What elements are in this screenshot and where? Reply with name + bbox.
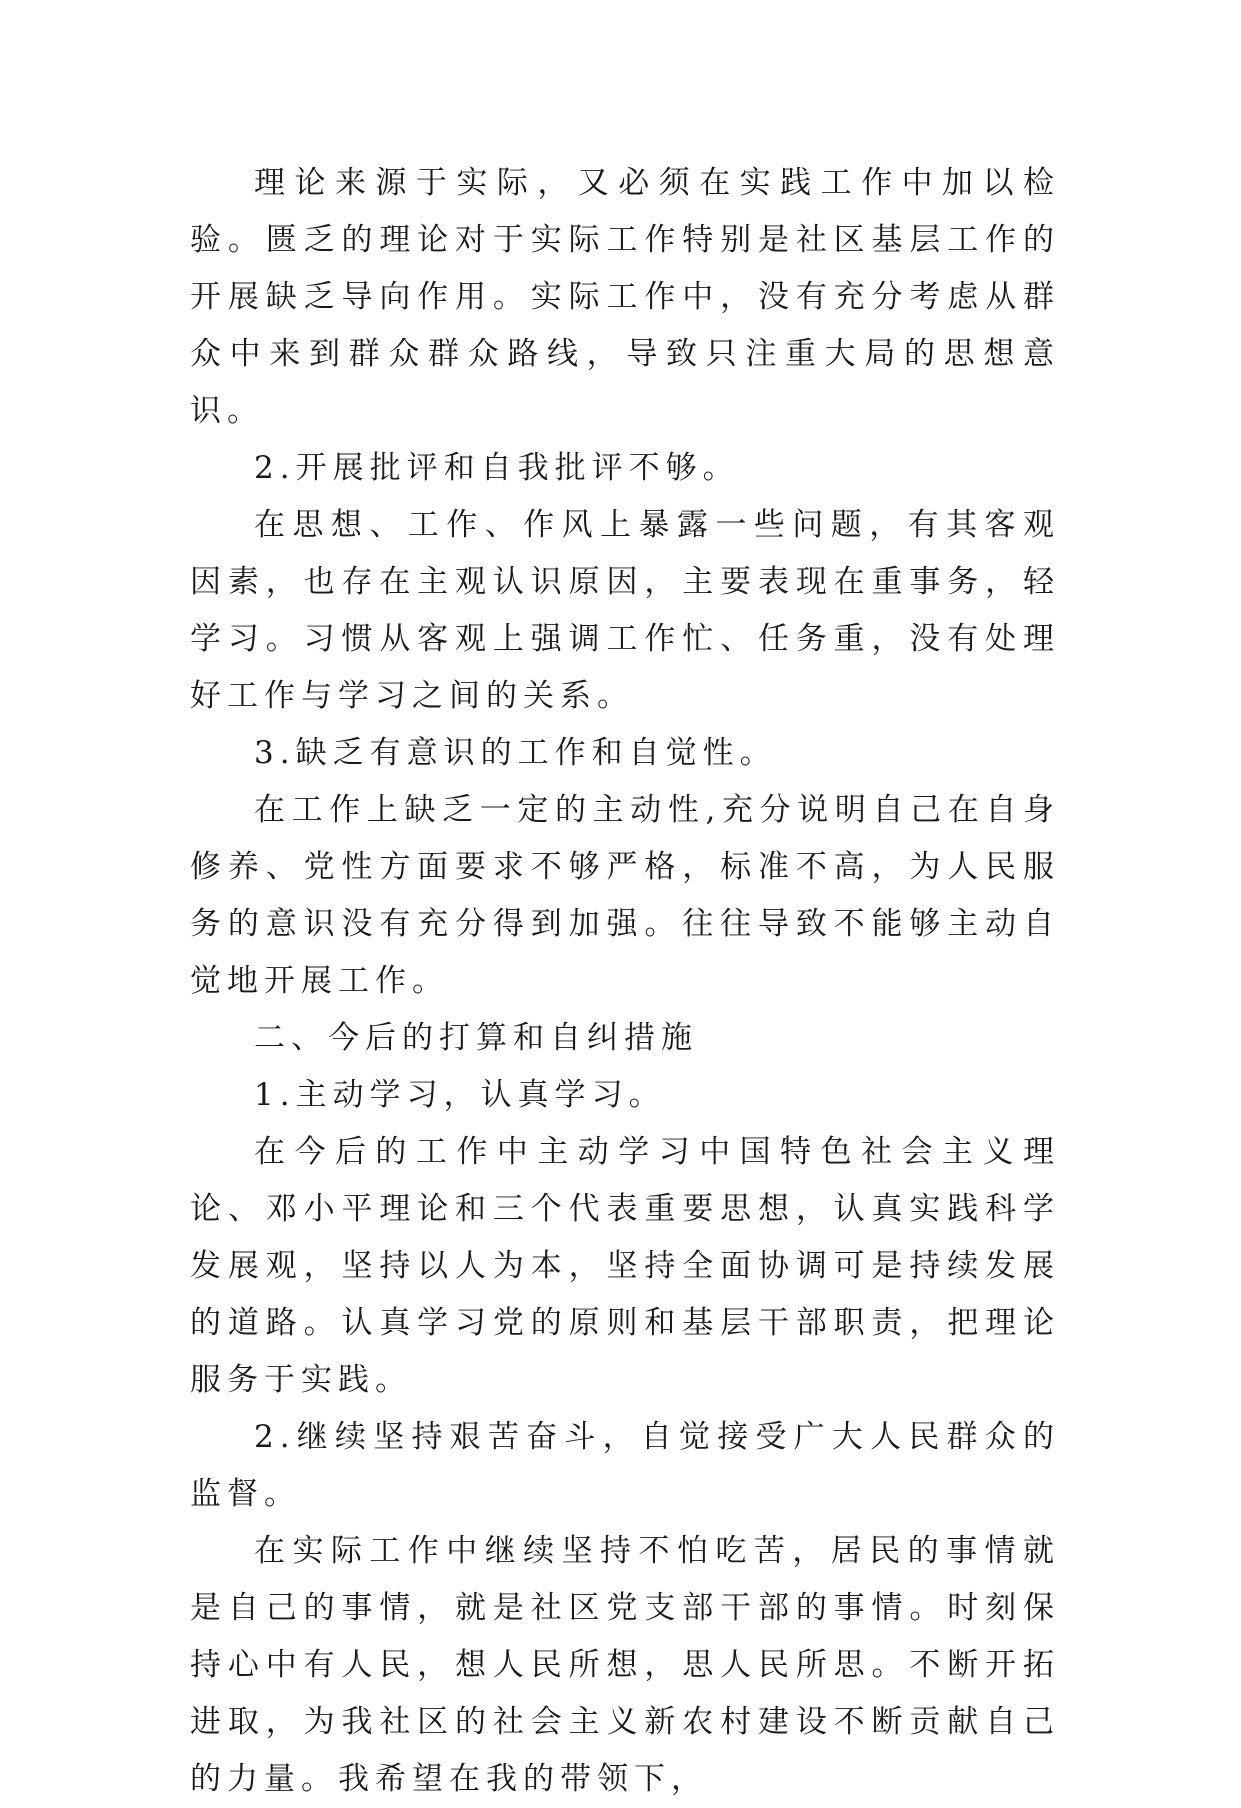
- paragraph-theory-practice: 理论来源于实际，又必须在实践工作中加以检验。匮乏的理论对于实际工作特别是社区基层工作的开展缺乏导向作用。实际工作中，没有充分考虑从群众中来到群众群众路线，导致只注重大局的思想意识。: [190, 165, 1060, 429]
- heading-criticism: 2.开展批评和自我批评不够。: [254, 450, 740, 486]
- document-body: [190, 155, 1060, 1808]
- heading-study: 1.主动学习，认真学习。: [254, 1077, 666, 1113]
- paragraph-study: 在今后的工作中主动学习中国特色社会主义理论、邓小平理论和三个代表重要思想，认真实践科学发展观，坚持以人为本，坚持全面协调可是持续发展的道路。认真学习党的原则和基层干部职责，把理论服务于实践。: [190, 1134, 1060, 1398]
- paragraph-criticism: 在思想、工作、作风上暴露一些问题，有其客观因素，也存在主观认识原因，主要表现在重事务，轻学习。习惯从客观上强调工作忙、任务重，没有处理好工作与学习之间的关系。: [190, 507, 1060, 714]
- paragraph-hard-work: 在实际工作中继续坚持不怕吃苦，居民的事情就是自己的事情，就是社区党支部干部的事情。时刻保持心中有人民，想人民所想，思人民所思。不断开拓进取，为我社区的社会主义新农村建设不断贡献自己的力量。我希望在我的带领下，: [190, 1533, 1060, 1797]
- heading-hard-work: 2.继续坚持艰苦奋斗，自觉接受广大人民群众的监督。: [190, 1419, 1060, 1512]
- paragraph-awareness: 在工作上缺乏一定的主动性,充分说明自己在自身修养、党性方面要求不够严格，标准不高，为人民服务的意识没有充分得到加强。往往导致不能够主动自觉地开展工作。: [190, 792, 1060, 999]
- heading-awareness: 3.缺乏有意识的工作和自觉性。: [254, 735, 777, 771]
- section-heading-plans: 二、今后的打算和自纠措施: [254, 1020, 698, 1056]
